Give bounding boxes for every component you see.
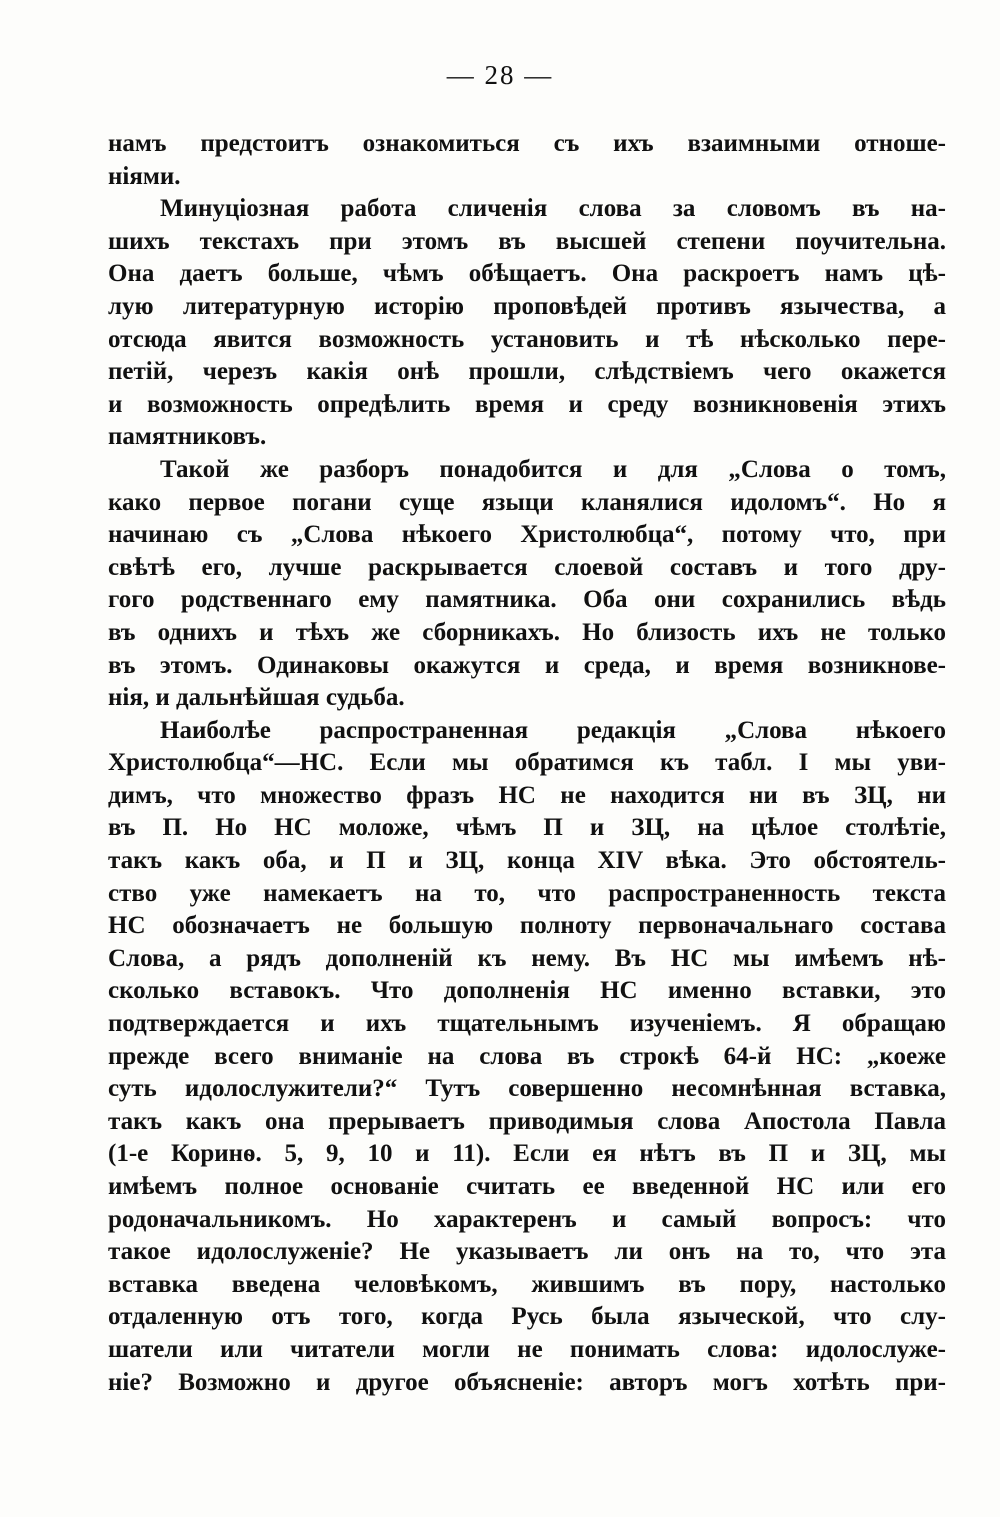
text-line: НС обозначаетъ не большую полноту первоначальнаго состава (108, 912, 946, 940)
text-line: ніе? Возможно и другое объясненіе: авторъ могъ хотѣть при- (108, 1368, 946, 1396)
text-line: имѣемъ полное основаніе считать ее введенной НС или его (108, 1173, 946, 1200)
text-line: и возможность опредѣлить время и среду возникновенія этихъ (108, 390, 946, 418)
text-line: како первое погани суще языци кланялися идоломъ“. Но я (108, 488, 946, 516)
page-number: — 28 — (446, 60, 554, 90)
text-line: лую литературную исторію проповѣдей противъ язычества, а (108, 292, 946, 320)
text-line: Такой же разборъ понадобится и для „Слова о томъ, (160, 455, 946, 483)
text-line: ніями. (108, 162, 181, 190)
text-line: отсюда явится возможность установить и тѣ нѣсколько пере- (108, 325, 946, 353)
text-line: гого родственнаго ему памятника. Оба они сохранились вѣдь (108, 586, 946, 614)
text-line: нія, и дальнѣйшая судьба. (108, 684, 405, 712)
text-line: Она даетъ больше, чѣмъ обѣщаетъ. Она раскроетъ намъ цѣ- (108, 260, 946, 288)
text-body (108, 128, 946, 1399)
text-line: шатели или читатели могли не понимать слова: идолослуже- (108, 1335, 946, 1363)
text-line: сколько вставокъ. Что дополненія НС именно вставки, это (108, 977, 946, 1005)
text-line: шихъ текстахъ при этомъ въ высшей степени поучительна. (108, 227, 946, 255)
text-line: вставка введена человѣкомъ, жившимъ въ пору, настолько (108, 1270, 946, 1298)
text-line: подтверждается и ихъ тщательнымъ изученіемъ. Я обращаю (108, 1010, 946, 1038)
text-line: Христолюбца“—НС. Если мы обратимся къ табл. I мы уви- (108, 749, 946, 777)
text-line: памятниковъ. (108, 423, 267, 451)
text-line: Наиболѣе распространенная редакція „Слова нѣкоего (160, 716, 946, 744)
text-line: такъ какъ оба, и П и ЗЦ, конца XIV вѣка. Это обстоятель- (108, 847, 946, 875)
text-line: въ этомъ. Одинаковы окажутся и среда, и время возникнове- (108, 651, 946, 679)
text-line: въ однихъ и тѣхъ же сборникахъ. Но близость ихъ не только (108, 618, 946, 646)
paragraph (108, 193, 946, 454)
text-line: отдаленную отъ того, когда Русь была язычеcкой, что слу- (108, 1303, 946, 1331)
text-line: такое идолослуженіе? Не указываетъ ли онъ на то, что эта (108, 1238, 946, 1266)
text-line: свѣтѣ его, лучше раскрывается слоевой составъ и того дру- (108, 553, 946, 581)
text-line: Минуціозная работа сличенія слова за словомъ въ на- (160, 195, 946, 223)
text-line: въ П. Но НС моложе, чѣмъ П и ЗЦ, на цѣлое столѣтіе, (108, 814, 946, 842)
paragraph (108, 715, 946, 1399)
text-line: димъ, что множество фразъ НС не находится ни въ ЗЦ, ни (108, 781, 946, 809)
text-line: Слова, а рядъ дополненій къ нему. Въ НС мы имѣемъ нѣ- (108, 944, 946, 972)
paragraph (108, 454, 946, 715)
text-line: родоначальникомъ. Но характеренъ и самый вопросъ: что (108, 1205, 946, 1233)
text-line: начинаю съ „Слова нѣкоего Христолюбца“, потому что, при (108, 521, 946, 549)
text-line: (1-е Коринѳ. 5, 9, 10 и 11). Если ея нѣтъ въ П и ЗЦ, мы (108, 1140, 946, 1168)
text-line: намъ предстоитъ ознакомиться съ ихъ взаимными отноше- (108, 130, 946, 157)
text-line: петій, черезъ какія онѣ прошли, слѣдствіемъ чего окажется (108, 358, 946, 386)
text-line: суть идолослужители?“ Тутъ совершенно несомнѣнная вставка, (108, 1075, 946, 1103)
text-line: ство уже намекаетъ на то, что распространенность текста (108, 879, 946, 907)
paragraph (108, 128, 946, 193)
text-line: прежде всего вниманіе на слова въ строкѣ 64-й НС: „коеже (108, 1042, 946, 1070)
text-line: такъ какъ она прерываетъ приводимыя слова Апостола Павла (108, 1107, 946, 1135)
